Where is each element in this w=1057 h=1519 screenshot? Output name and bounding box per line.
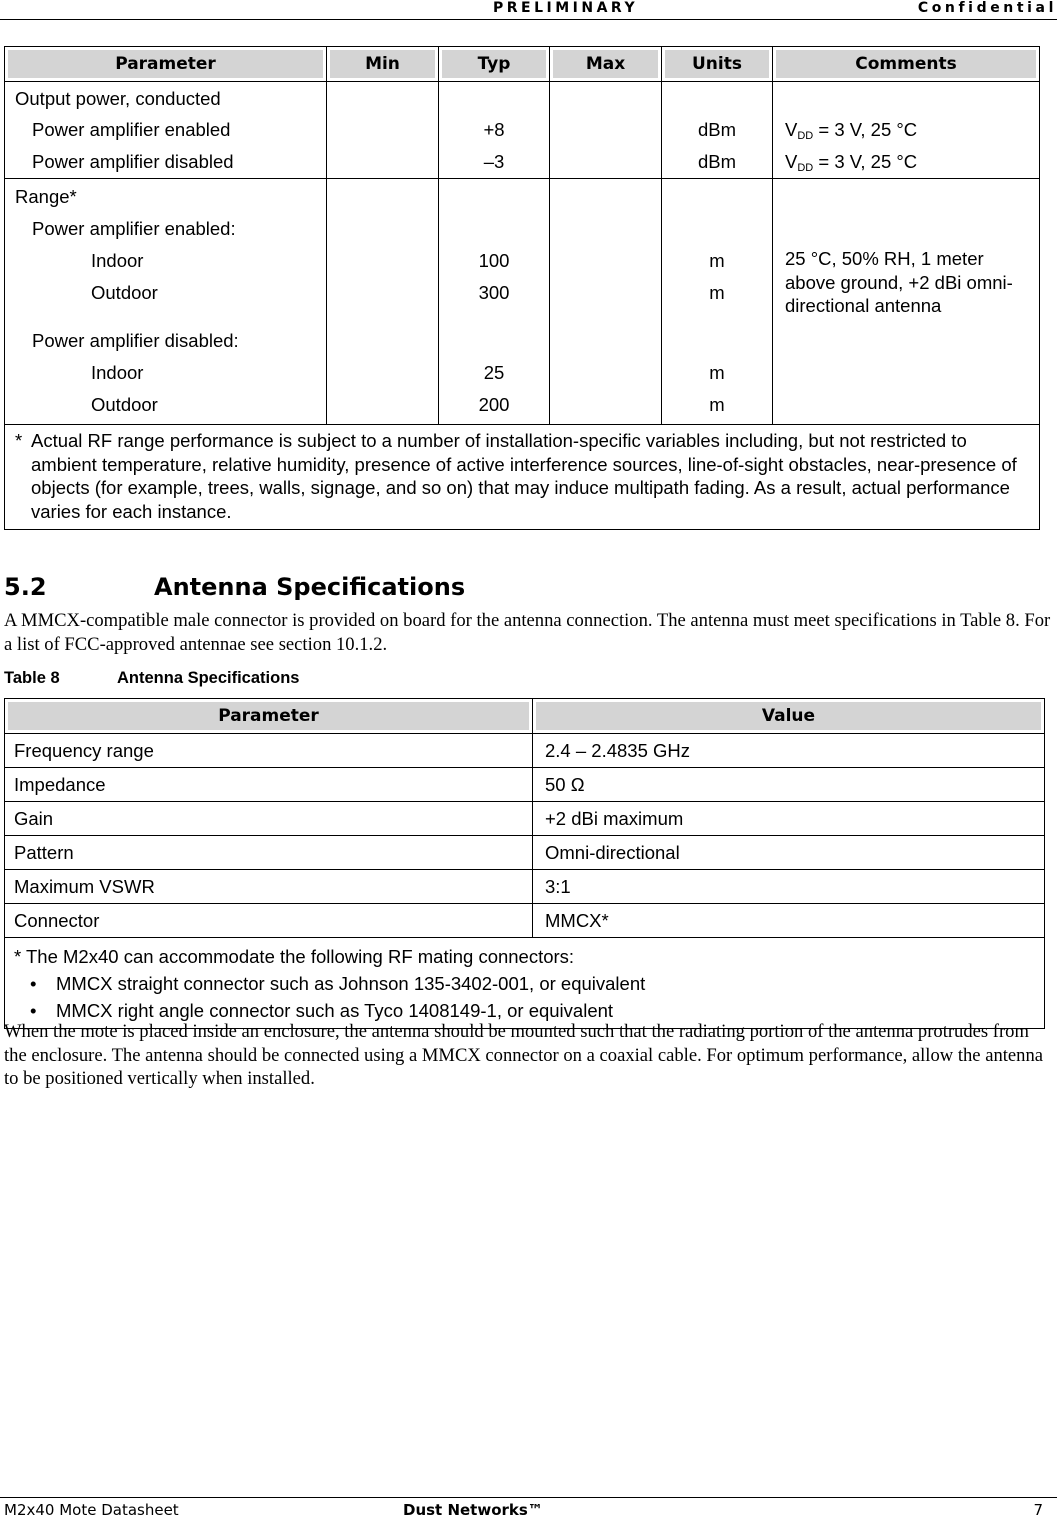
col-header-value: Value	[533, 699, 1045, 734]
output-pa-disabled-units: dBm	[697, 151, 737, 172]
output-max-cell	[550, 82, 662, 179]
caption-title: Antenna Specifications	[117, 669, 300, 687]
table-row	[5, 802, 1045, 836]
col-header-parameter: Parameter	[5, 47, 327, 82]
range-params	[5, 179, 327, 425]
value-cell: 50 Ω	[533, 768, 1045, 802]
page-number: 7	[1033, 1501, 1043, 1519]
bullet-item	[14, 970, 1035, 997]
range-disabled-outdoor-typ: 200	[478, 394, 510, 415]
range-comment: 25 °C, 50% RH, 1 meter above ground, +2 dBi omni-directional antenna	[773, 179, 1040, 425]
range-enabled-outdoor-label: Outdoor	[91, 282, 158, 303]
table-row	[5, 904, 1045, 938]
closing-paragraph: When the mote is placed inside an enclosure, the antenna should be mounted such that the radiating portion of the antenna protrudes from the enclosure. The antenna should be connected using a MMCX connector on a coaxial cable. For optimum performance, allow the antenna to be positioned vertically when installed.	[4, 1021, 1044, 1089]
output-min-cell	[327, 82, 439, 179]
range-footnote	[5, 425, 1040, 530]
col-header-parameter: Parameter	[5, 699, 533, 734]
output-pa-disabled-label: Power amplifier disabled	[32, 151, 234, 172]
range-enabled-indoor-label: Indoor	[91, 250, 144, 271]
value-cell: 2.4 – 2.4835 GHz	[533, 734, 1045, 768]
output-comments-cell	[773, 82, 1040, 179]
antenna-specifications-table	[4, 698, 1045, 1029]
footnote-text: Actual RF range performance is subject to a number of installation-specific variables including, but not restricted to ambient temperature, relative humidity, presence of active interference sources, line-of-sight obstacles, near-presence of objects (for example, trees, walls, signage, and so on) that may induce multipath fading. As a result, actual performance varies for each instance.	[31, 430, 1017, 522]
output-pa-enabled-comment	[785, 114, 1039, 146]
output-pa-disabled-comment	[785, 146, 1039, 178]
table-caption	[4, 669, 299, 688]
range-group	[5, 179, 1040, 425]
vdd-sub: DD	[797, 162, 814, 174]
footnote-star: *	[15, 430, 23, 451]
range-title: Range*	[15, 186, 77, 207]
confidential-label: Confidential	[917, 0, 1057, 16]
value-cell: Omni-directional	[533, 836, 1045, 870]
footnote-row	[5, 938, 1045, 1029]
param-cell: Connector	[5, 904, 533, 938]
col-header-max: Max	[550, 47, 662, 82]
value-cell: +2 dBi maximum	[533, 802, 1045, 836]
output-power-title: Output power, conducted	[15, 88, 221, 109]
bullet-icon: •	[30, 1000, 37, 1021]
vdd-condition: = 3 V, 25 °C	[813, 119, 918, 140]
range-enabled-outdoor-units: m	[709, 282, 725, 303]
caption-number: Table 8	[4, 669, 60, 687]
range-disabled-indoor-units: m	[709, 362, 725, 383]
output-power-params	[5, 82, 327, 179]
table-row	[5, 734, 1045, 768]
param-cell: Maximum VSWR	[5, 870, 533, 904]
output-pa-enabled-label: Power amplifier enabled	[32, 119, 231, 140]
col-header-min: Min	[327, 47, 439, 82]
param-cell: Frequency range	[5, 734, 533, 768]
vdd-v: V	[785, 119, 798, 140]
param-cell: Impedance	[5, 768, 533, 802]
range-pa-enabled-label: Power amplifier enabled:	[32, 218, 236, 239]
document-title: M2x40 Mote Datasheet	[4, 1501, 179, 1519]
table-row	[5, 870, 1045, 904]
bullet-text: MMCX right angle connector such as Tyco 1408149-1, or equivalent	[56, 1000, 614, 1021]
specifications-table	[4, 46, 1040, 530]
range-typ-cell	[439, 179, 550, 425]
range-enabled-indoor-typ: 100	[478, 250, 510, 271]
connector-footnote	[5, 938, 1045, 1029]
output-pa-disabled-typ: –3	[483, 151, 505, 172]
range-min-cell	[327, 179, 439, 425]
col-header-typ: Typ	[439, 47, 550, 82]
range-disabled-outdoor-label: Outdoor	[91, 394, 158, 415]
company-name: Dust Networks™	[403, 1501, 543, 1519]
range-units-cell	[662, 179, 773, 425]
preliminary-label: PRELIMINARY	[493, 0, 639, 16]
range-disabled-outdoor-units: m	[709, 394, 725, 415]
col-header-units: Units	[662, 47, 773, 82]
value-cell: 3:1	[533, 870, 1045, 904]
bullet-text: MMCX straight connector such as Johnson 135-3402-001, or equivalent	[56, 973, 646, 994]
footnote-row	[5, 425, 1040, 530]
connector-footnote-text: * The M2x40 can accommodate the following RF mating connectors:	[14, 946, 575, 967]
table-header-row	[5, 47, 1040, 82]
page-footer	[0, 1497, 1057, 1519]
output-pa-enabled-typ: +8	[483, 119, 505, 140]
intro-paragraph: A MMCX-compatible male connector is provided on board for the antenna connection. The antenna must meet specifications in Table 8. For a list of FCC-approved antennae see section 10.1.2.	[4, 610, 1051, 655]
vdd-sub: DD	[797, 130, 814, 142]
bullet-icon: •	[30, 973, 37, 994]
table-header-row	[5, 699, 1045, 734]
range-enabled-indoor-units: m	[709, 250, 725, 271]
range-max-cell	[550, 179, 662, 425]
page-header	[0, 0, 1057, 20]
output-power-group	[5, 82, 1040, 179]
col-header-comments: Comments	[773, 47, 1040, 82]
vdd-v: V	[785, 151, 798, 172]
value-cell: MMCX*	[533, 904, 1045, 938]
range-disabled-indoor-typ: 25	[483, 362, 505, 383]
output-pa-enabled-units: dBm	[697, 119, 737, 140]
range-enabled-outdoor-typ: 300	[478, 282, 510, 303]
param-cell: Pattern	[5, 836, 533, 870]
range-disabled-indoor-label: Indoor	[91, 362, 144, 383]
param-cell: Gain	[5, 802, 533, 836]
output-units-cell	[662, 82, 773, 179]
vdd-condition: = 3 V, 25 °C	[813, 151, 918, 172]
section-heading	[4, 573, 465, 601]
table-row	[5, 836, 1045, 870]
section-title: Antenna Specifications	[154, 573, 466, 601]
output-typ-cell	[439, 82, 550, 179]
range-pa-disabled-label: Power amplifier disabled:	[32, 330, 239, 351]
section-number: 5.2	[4, 573, 47, 601]
table-row	[5, 768, 1045, 802]
